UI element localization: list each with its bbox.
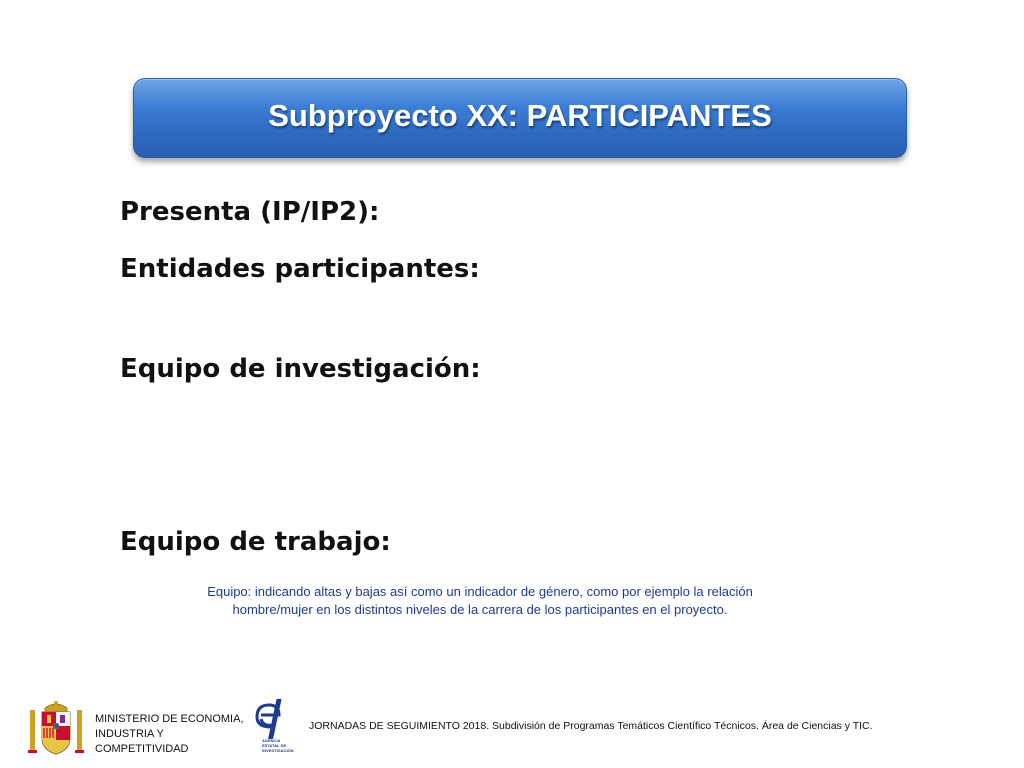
agency-logo (249, 697, 294, 763)
heading-entidades: Entidades participantes: (120, 254, 480, 284)
team-note (180, 583, 780, 619)
agency-line: ESTATAL DE (262, 743, 287, 748)
coat-of-arms-logo (26, 698, 86, 760)
slide-title: Subproyecto XX: PARTICIPANTES (268, 98, 772, 133)
footer-caption: JORNADAS DE SEGUIMIENTO 2018. Subdivisión de Programas Temáticos Científico Técnicos. Área de Ciencias y TIC. (309, 720, 873, 732)
heading-equipo-investigacion: Equipo de investigación: (120, 354, 481, 384)
ministry-line: INDUSTRIA Y (95, 728, 164, 740)
team-note-line: hombre/mujer en los distintos niveles de la carrera de los participantes en el proyecto. (232, 602, 728, 617)
heading-presenta: Presenta (IP/IP2): (120, 197, 380, 227)
agency-line: INVESTIGACIÓN (262, 748, 294, 753)
ministry-label (95, 712, 244, 757)
agency-caption (262, 738, 294, 753)
agency-line: AGENCIA (262, 738, 281, 743)
heading-equipo-trabajo: Equipo de trabajo: (120, 527, 391, 557)
team-note-line: Equipo: indicando altas y bajas así como un indicador de género, como por ejemplo la relación (207, 584, 753, 599)
ministry-line: MINISTERIO DE ECONOMIA, (95, 713, 244, 725)
title-banner (133, 78, 907, 158)
ministry-line: COMPETITIVIDAD (95, 743, 189, 755)
